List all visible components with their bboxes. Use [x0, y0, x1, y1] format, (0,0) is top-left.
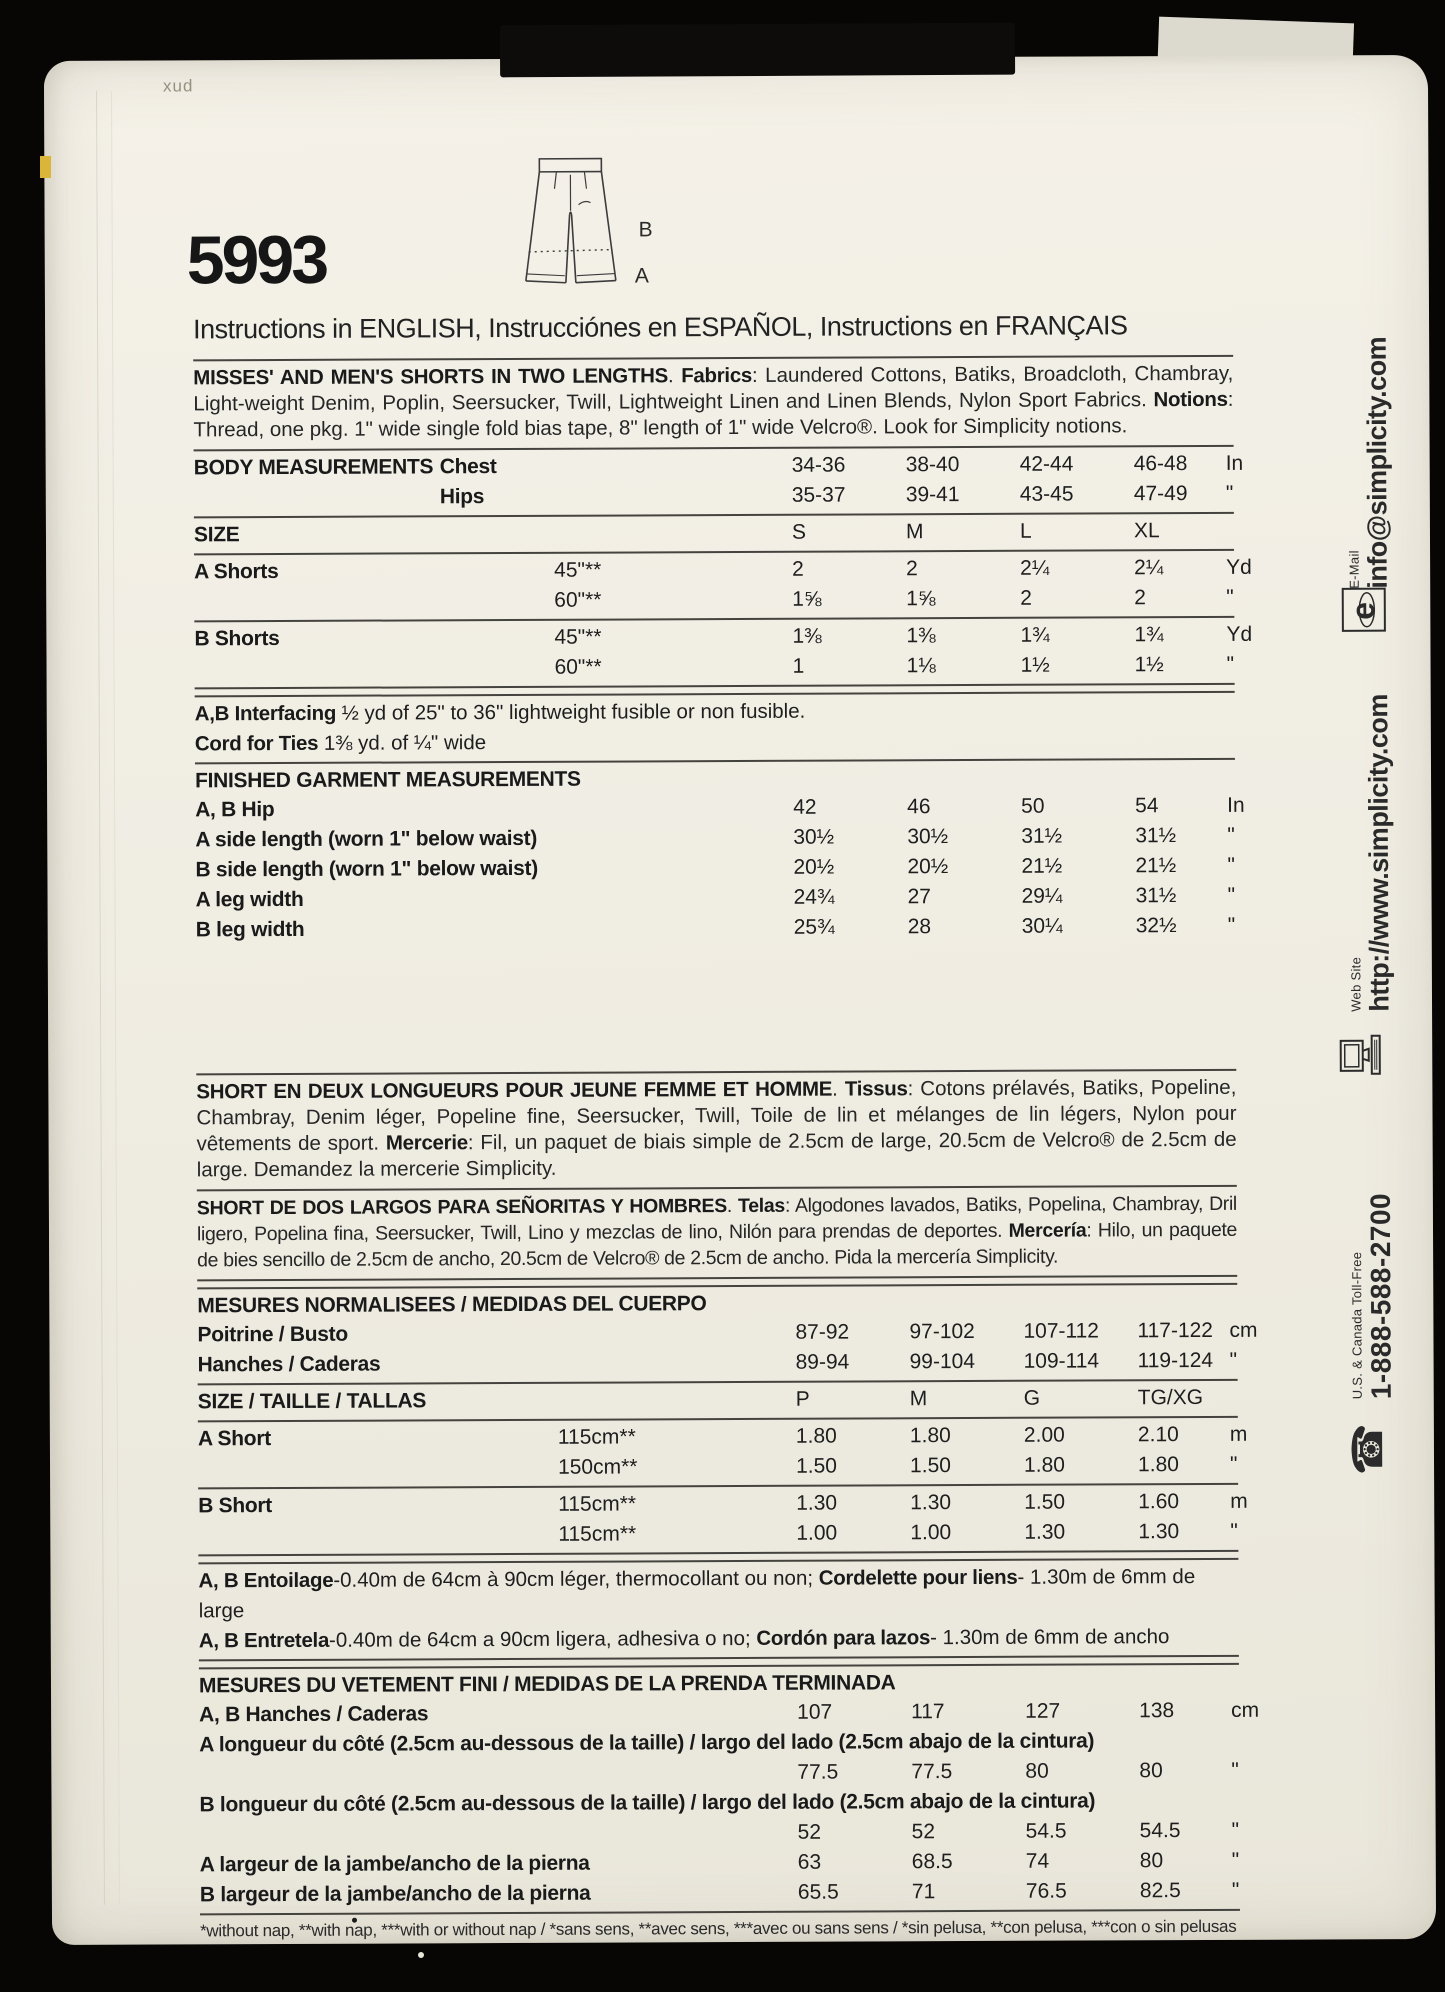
phone-icon: ☎ [1344, 1422, 1392, 1476]
cell-value: 1⅝ [906, 587, 936, 611]
cell-value: 54 [1135, 794, 1159, 818]
table-row [198, 1517, 1238, 1552]
entoilage-note: A, B Entoilage-0.40m de 64cm à 90cm léger, thermocollant ou non; Cordelette pour liens- 1.30m de 6mm de large [198, 1565, 1196, 1623]
sidebar-email-block [1345, 289, 1393, 589]
row-label: BODY MEASUREMENTS [193, 455, 434, 480]
row-label: B largeur de la jambe/ancho de la pierna [199, 1881, 591, 1907]
cell-value: 1¾ [1134, 623, 1164, 647]
fabric-width: 60"** [554, 588, 602, 612]
row-label: Hanches / Caderas [197, 1352, 381, 1377]
cell-value: 1.00 [910, 1521, 952, 1545]
entretela-note: A, B Entretela-0.40m de 64cm a 90cm ligera, adhesiva o no; Cordón para lazos- 1.30m de 6mm de ancho [198, 1625, 1170, 1653]
tables-flow [193, 352, 1260, 1945]
size-row [194, 516, 1234, 551]
cell-value: 1⅜ [792, 624, 822, 648]
divider [193, 355, 1233, 362]
table-row [194, 553, 1252, 588]
row-label: B longueur du côté (2.5cm au-dessous de la taille) / largo del lado (2.5cm abajo de la cintura) [199, 1789, 1096, 1817]
scan-yellow-mark [40, 156, 51, 178]
cell-value: 87-92 [795, 1320, 850, 1344]
cell-value: 1.00 [796, 1521, 838, 1545]
unit: Yd [1226, 555, 1252, 579]
cell-value: 46-48 [1133, 452, 1188, 476]
unit: " [1231, 1848, 1240, 1872]
cell-value: 1.50 [909, 1454, 951, 1478]
table-row [196, 911, 1236, 946]
cell-value: 119-124 [1137, 1348, 1214, 1373]
spanish-description: SHORT DE DOS LARGOS PARA SEÑORITAS Y HOMBRES. Telas: Algodones lavados, Batiks, Popelina, Chambray, Dril ligero, Popelina fina, Seersucker, Twill, Lino y mezclas de lino, Nilón para prendas de deportes. Mercería: Hilo, un paquete de bies sencillo de 2.5cm de ancho, 20.5cm de Velcro® de 2.5cm de ancho. Pida la mercería Simplicity. [196, 1192, 1238, 1272]
size-value: L [1019, 519, 1032, 543]
row-label: Poitrine / Busto [197, 1322, 348, 1347]
cell-value: 1.50 [1024, 1490, 1066, 1514]
cell-value: 27 [907, 885, 931, 909]
cell-value: 107-112 [1023, 1319, 1100, 1343]
french-description: SHORT EN DEUX LONGUEURS POUR JEUNE FEMME ET HOMME. Tissus: Cotons prélavés, Batiks, Popeline, Chambray, Denim léger, Popeline fine, Seersucker, Twill, Toile de lin et mélanges de lin légers, Nylon pour vêtements de sport. Mercerie: Fil, un paquet de biais simple de 2.5cm de large, 20.5cm de Velcro® de 2.5cm de large. Demandez la mercerie Simplicity. [196, 1075, 1237, 1182]
cell-value: 1.60 [1138, 1490, 1180, 1514]
sidebar-website-block [1347, 672, 1395, 1012]
cell-value: 2¼ [1020, 556, 1050, 580]
row-label: SIZE [193, 523, 240, 547]
email-label: E-Mail [1346, 550, 1362, 589]
cell-value: 63 [797, 1850, 822, 1874]
cell-value: 50 [1021, 794, 1045, 818]
table-row [195, 791, 1245, 826]
cell-value: 39-41 [905, 483, 960, 507]
svg-text:e: e [1344, 601, 1381, 620]
cell-value: 2.10 [1137, 1423, 1179, 1447]
phone-number: 1-888-588-2700 [1364, 1192, 1397, 1400]
nap-footnote: *without nap, **with nap, ***with or without nap / *sans sens, **avec sens, ***avec ou sans sens / *sin pelusa, **con pelusa, ***con o sin pelusas [200, 1916, 1237, 1941]
website-label: Web Site [1348, 956, 1364, 1012]
cell-value: 34-36 [791, 453, 846, 477]
row-label: B leg width [195, 917, 305, 942]
cell-value: 31½ [1021, 824, 1063, 848]
unit: " [1226, 585, 1234, 609]
table-row [197, 1316, 1258, 1351]
table-row [198, 1487, 1248, 1522]
cell-value: 54.5 [1025, 1819, 1067, 1843]
cell-value: 80 [1139, 1759, 1163, 1783]
cell-value: 21½ [1135, 854, 1177, 878]
row-label: B Shorts [194, 627, 280, 651]
table-row [199, 1726, 1239, 1761]
row-sublabel: Chest [439, 455, 497, 479]
table-row [199, 1786, 1239, 1821]
row-label: A, B Hanches / Caderas [199, 1702, 429, 1727]
table-row [200, 1846, 1240, 1881]
unit: " [1225, 481, 1234, 505]
unit: " [1230, 1519, 1238, 1543]
cell-value: 43-45 [1019, 482, 1074, 506]
cell-value: 65.5 [797, 1880, 839, 1904]
cell-value: 109-114 [1023, 1349, 1100, 1373]
table-row [198, 1346, 1238, 1381]
table-row [193, 449, 1244, 484]
row-label: A largeur de la jambe/ancho de la pierna [199, 1851, 590, 1877]
cell-value: 35-37 [791, 483, 846, 507]
fabric-width: 60"** [554, 655, 602, 679]
cell-value: 32½ [1135, 914, 1177, 938]
interfacing-note: A,B Interfacing ½ yd of 25" to 36" lightweight fusible or non fusible. [194, 699, 806, 726]
unit: Yd [1226, 622, 1253, 646]
cell-value: 24¾ [793, 885, 835, 909]
unit: In [1225, 451, 1244, 475]
cell-value: 77.5 [911, 1760, 953, 1784]
cell-value: 2 [906, 557, 918, 581]
cell-value: 80 [1139, 1849, 1164, 1873]
cell-value: 1.80 [1023, 1453, 1065, 1477]
row-label: A Shorts [194, 560, 279, 584]
cell-value: 1.80 [1137, 1453, 1179, 1477]
table-row [199, 1696, 1260, 1731]
row-label: SIZE / TAILLE / TALLAS [197, 1389, 427, 1414]
table-row [197, 1420, 1248, 1455]
cell-value: 82.5 [1139, 1879, 1181, 1903]
fabric-width: 150cm** [557, 1455, 638, 1479]
shorts-line-drawing [510, 152, 631, 295]
printed-content [186, 138, 1260, 1941]
english-description: MISSES' AND MEN'S SHORTS IN TWO LENGTHS. Fabrics: Laundered Cottons, Batiks, Broadcloth, Chambray, Light-weight Denim, Poplin, Seersucker, Twill, Lightweight Linen and Linen Blends, Nylon Sport Fabrics. Notions: Thread, one pkg. 1" wide single fold bias tape, 8" length of 1" wide Velcro®. Look for Simplicity notions. [193, 361, 1234, 442]
size-row [198, 1383, 1238, 1418]
cell-value: 77.5 [797, 1760, 839, 1784]
divider [197, 1185, 1237, 1192]
scan-speck [418, 1952, 424, 1958]
cell-value: 117 [911, 1700, 945, 1724]
finished-measurements-title: FINISHED GARMENT MEASUREMENTS [194, 767, 581, 793]
cell-value: 46 [907, 795, 931, 819]
table-row [194, 620, 1253, 655]
cell-value: 38-40 [905, 453, 960, 477]
cell-value: 76.5 [1025, 1879, 1067, 1903]
cell-value: 25¾ [793, 915, 835, 939]
scan-black-band [500, 23, 1015, 78]
size-value: S [791, 520, 807, 544]
cell-value: 2¼ [1134, 556, 1164, 580]
pattern-number: 5993 [186, 221, 327, 299]
unit: cm [1229, 1318, 1258, 1342]
cell-value: 74 [1025, 1849, 1050, 1873]
languages-line: Instructions in ENGLISH, Instrucciónes en ESPAÑOL, Instructions en FRANÇAIS [193, 310, 1128, 345]
cell-value: 1½ [1134, 653, 1164, 677]
size-value: P [795, 1387, 810, 1411]
cell-value: 52 [911, 1820, 936, 1844]
cell-value: 107 [797, 1700, 833, 1724]
cell-value: 1.30 [910, 1491, 952, 1515]
row-label: A Short [197, 1427, 271, 1451]
row-label: A side length (worn 1" below waist) [195, 826, 538, 852]
cell-value: 138 [1139, 1699, 1175, 1723]
unit: m [1229, 1422, 1248, 1446]
view-a-label: A [634, 264, 649, 288]
fabric-width: 115cm** [558, 1492, 637, 1516]
cell-value: 1 [792, 654, 805, 678]
cell-value: 1⅝ [792, 587, 822, 611]
cell-value: 1.80 [795, 1424, 837, 1448]
row-label: A longueur du côté (2.5cm au-dessous de la taille) / largo del lado (2.5cm abajo de la cintura) [199, 1729, 1095, 1757]
metric-finished-title: MESURES DU VETEMENT FINI / MEDIDAS DE LA PRENDA TERMINADA [198, 1671, 896, 1698]
table-row [195, 851, 1235, 886]
cell-value: 97-102 [909, 1319, 975, 1344]
cell-value: 2 [1020, 586, 1032, 610]
table-row [194, 583, 1234, 618]
cell-value: 21½ [1021, 854, 1063, 878]
envelope-fold-crease [96, 91, 120, 1905]
table-row [200, 1816, 1240, 1851]
shorts-illustration [510, 152, 681, 303]
cell-value: 71 [911, 1880, 936, 1904]
cell-value: 117-122 [1137, 1318, 1214, 1343]
cell-value: 80 [1025, 1759, 1049, 1783]
cell-value: 52 [797, 1820, 822, 1844]
cell-value: 1.30 [796, 1491, 838, 1515]
cell-value: 1¾ [1020, 623, 1050, 647]
cell-value: 2 [1134, 586, 1146, 610]
row-label: B side length (worn 1" below waist) [195, 856, 538, 882]
fabric-width: 115cm** [558, 1522, 637, 1546]
cell-value: 30½ [793, 825, 835, 849]
fabric-width: 115cm** [557, 1425, 636, 1449]
cord-note: Cord for Ties 1⅜ yd. of ¼" wide [194, 731, 487, 756]
size-value: M [909, 1387, 928, 1411]
unit: " [1231, 1758, 1239, 1782]
unit: m [1230, 1489, 1248, 1513]
sidebar-phone-block [1348, 1099, 1397, 1399]
table-row [195, 821, 1235, 856]
unit: " [1227, 913, 1236, 937]
cell-value: 1⅛ [906, 654, 936, 678]
size-value: TG/XG [1137, 1385, 1204, 1410]
scan-artifact-text: xud [162, 76, 194, 96]
fabric-width: 45"** [554, 558, 602, 582]
view-b-label: B [638, 218, 653, 242]
cell-value: 1⅜ [906, 624, 936, 648]
table-row [198, 1450, 1238, 1485]
unit: " [1231, 1878, 1240, 1902]
cell-value: 54.5 [1139, 1819, 1181, 1843]
cell-value: 28 [907, 915, 932, 939]
table-row [194, 650, 1234, 685]
cell-value: 47-49 [1133, 482, 1188, 506]
row-label: A leg width [195, 887, 304, 912]
row-sublabel: Hips [439, 485, 485, 509]
unit: " [1227, 823, 1235, 847]
unit: " [1229, 1348, 1238, 1372]
unit: " [1231, 1818, 1240, 1842]
row-label: B Short [198, 1494, 272, 1518]
cell-value: 20½ [907, 855, 949, 879]
unit: " [1229, 1452, 1238, 1476]
table-row [199, 1756, 1239, 1791]
cell-value: 2 [792, 557, 804, 581]
table-row [195, 881, 1235, 916]
cell-value: 2.00 [1023, 1423, 1065, 1447]
size-value: G [1023, 1386, 1041, 1410]
cell-value: 99-104 [909, 1349, 976, 1374]
cell-value: 42-44 [1019, 452, 1074, 476]
unit: " [1226, 652, 1235, 676]
cell-value: 42 [793, 795, 817, 819]
unit: " [1227, 853, 1235, 877]
website-url: http://www.simplicity.com [1363, 694, 1395, 1012]
table-row [194, 479, 1234, 514]
cell-value: 89-94 [795, 1350, 850, 1374]
cell-value: 1.80 [909, 1424, 951, 1448]
unit: " [1227, 883, 1236, 907]
size-value: XL [1133, 519, 1160, 543]
phone-label: U.S. & Canada Toll-Free [1349, 1251, 1365, 1400]
divider [196, 1069, 1236, 1076]
cell-value: 30¼ [1021, 914, 1063, 938]
computer-icon [1338, 1031, 1391, 1079]
cell-value: 31½ [1135, 884, 1177, 908]
row-label: A, B Hip [195, 798, 275, 822]
unit: cm [1231, 1698, 1260, 1722]
size-value: M [905, 520, 924, 544]
cell-value: 31½ [1135, 824, 1177, 848]
unit: In [1227, 793, 1245, 817]
cell-value: 20½ [793, 855, 835, 879]
cell-value: 29¼ [1021, 884, 1063, 908]
cell-value: 127 [1025, 1699, 1061, 1723]
metric-body-title: MESURES NORMALISEES / MEDIDAS DEL CUERPO [197, 1292, 707, 1318]
fabric-width: 45"** [554, 625, 602, 649]
table-row [200, 1876, 1240, 1911]
cell-value: 68.5 [911, 1850, 953, 1874]
envelope [44, 55, 1436, 1945]
email-address: info@simplicity.com [1361, 336, 1393, 589]
cell-value: 1.30 [1024, 1520, 1066, 1544]
email-icon [1341, 587, 1392, 633]
cell-value: 1.50 [795, 1454, 837, 1478]
cell-value: 1½ [1020, 653, 1050, 677]
cell-value: 30½ [907, 825, 949, 849]
cell-value: 1.30 [1138, 1520, 1180, 1544]
